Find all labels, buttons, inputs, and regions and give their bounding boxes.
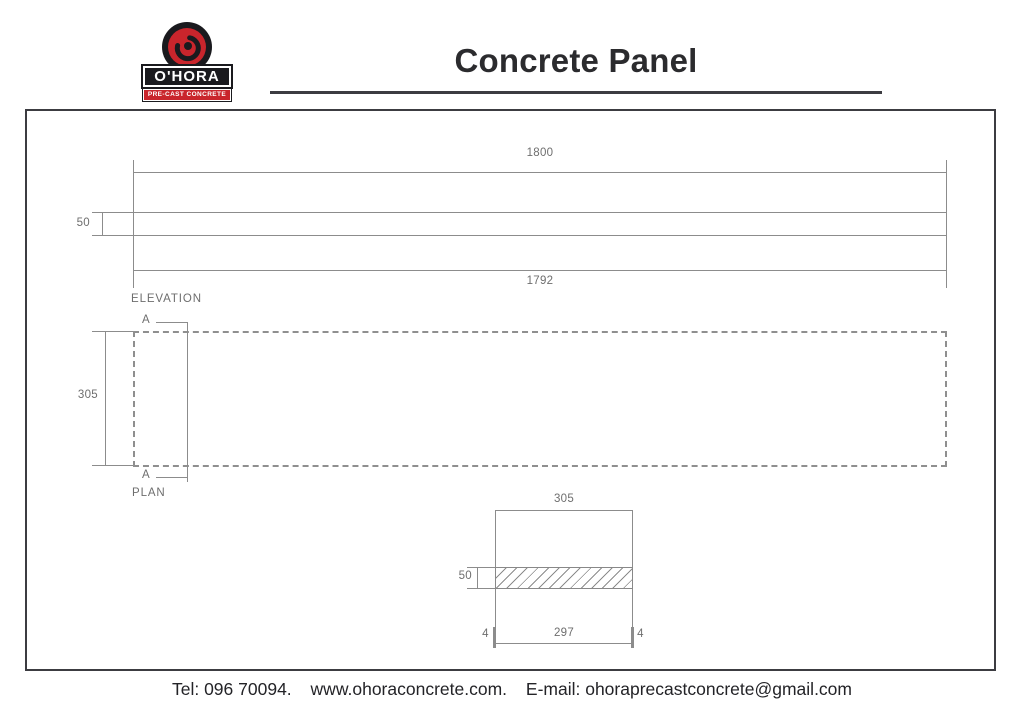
plan-label: PLAN [132,487,166,499]
section-dim-line-bottom [495,643,633,644]
section-dim-4-right: 4 [637,628,644,640]
section-end-tick-left [493,627,496,648]
thickness-extension-bottom [92,235,133,236]
logo-tagline: PRE-CAST CONCRETE [143,89,231,101]
section-thickness-dim-line [477,567,478,588]
footer-website: www.ohoraconcrete.com. [310,679,508,699]
plan-dim-305: 305 [77,389,98,401]
section-marker-line-top [156,322,187,323]
section-thickness-extension-top [467,567,495,568]
section-dim-305: 305 [553,493,575,505]
thickness-dim-line [102,212,103,236]
logo-name: O'HORA [143,66,231,87]
footer-contact-line [0,679,1024,700]
section-dim-line-top [495,510,633,511]
section-drop-line-left [495,510,496,567]
section-cut-line [187,322,188,482]
section-dim-4-left: 4 [482,628,489,640]
elevation-dim-50: 50 [76,217,90,229]
footer-email: E-mail: ohoraprecastconcrete@gmail.com [525,679,852,699]
elevation-dim-line-top [133,172,947,173]
elevation-dim-line-bottom [133,270,947,271]
plan-dim-line [105,331,106,466]
section-dim-297: 297 [553,627,575,639]
section-hatched-panel [495,567,633,589]
elevation-dim-1792: 1792 [526,275,554,287]
section-marker-line-bottom [156,477,187,478]
plan-extension-bottom [92,465,133,466]
title-underline [270,91,882,94]
section-drop-line-right [632,510,633,567]
plan-extension-top [92,331,133,332]
footer-telephone: Tel: 096 70094. [171,679,292,699]
section-thickness-extension-bottom [467,588,495,589]
section-marker-a-top: A [142,314,150,326]
thickness-extension-top [92,212,133,213]
section-marker-a-bottom: A [142,469,150,481]
section-dim-50: 50 [458,570,472,582]
elevation-panel-outline [133,212,947,236]
plan-panel-outline-dashed [133,331,947,467]
elevation-label: ELEVATION [131,293,202,305]
page-title: Concrete Panel [454,42,698,79]
elevation-dim-1800: 1800 [526,147,554,159]
